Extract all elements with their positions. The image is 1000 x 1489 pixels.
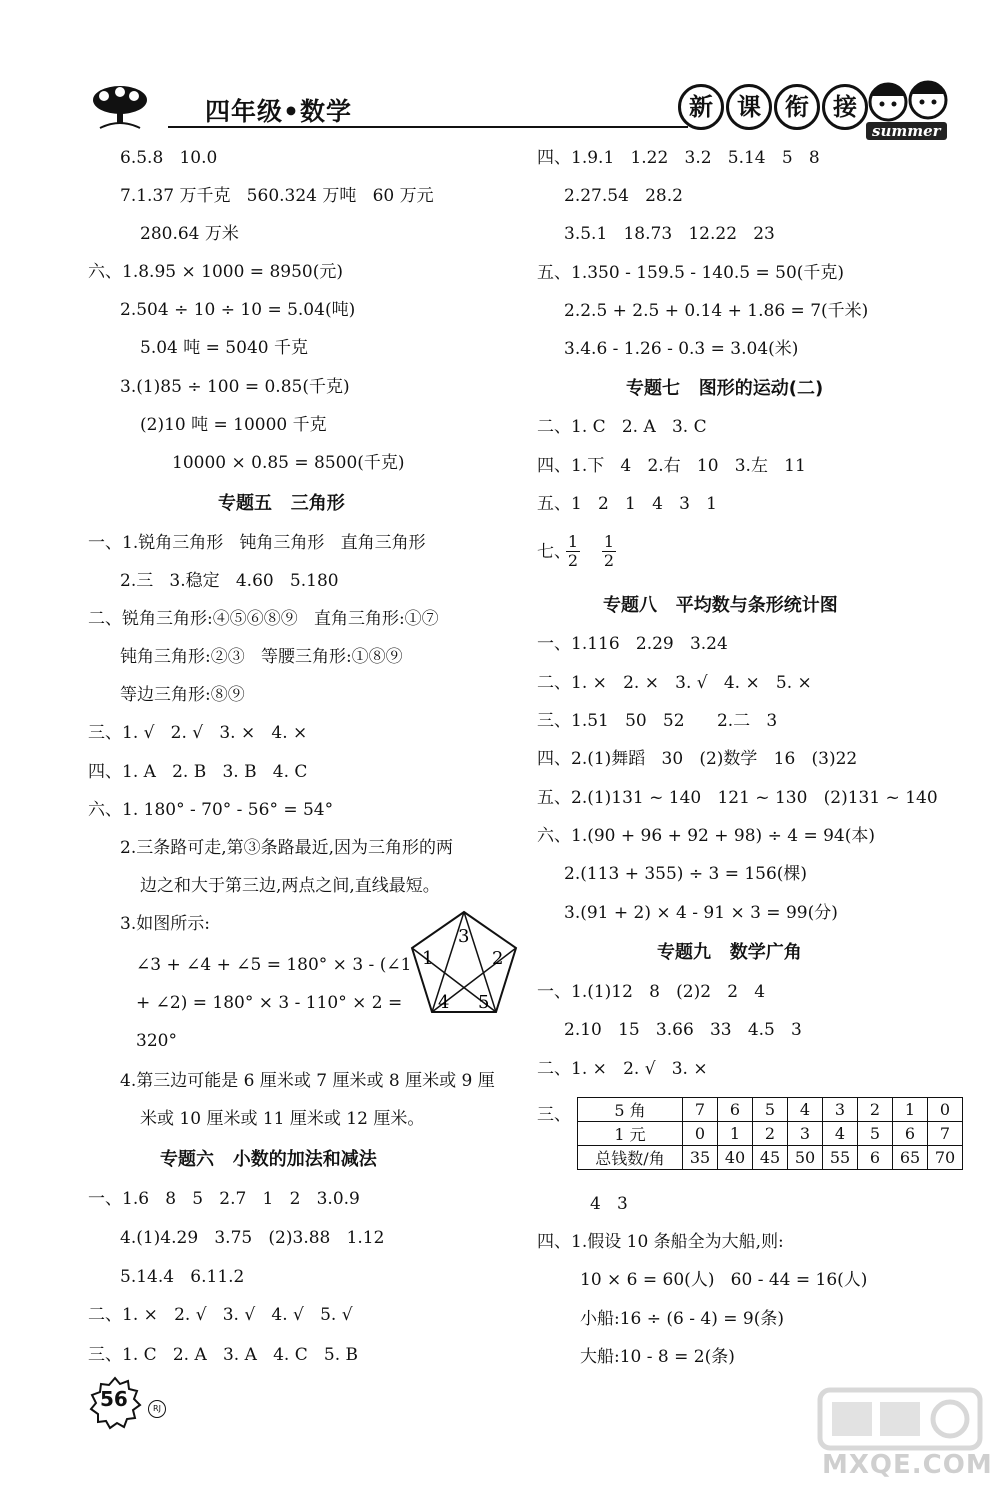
table-cell: 1 (893, 1098, 928, 1122)
answer-line: 3.如图所示: (120, 914, 210, 934)
pentagon-label: 2 (492, 948, 504, 969)
answer-line: 三、1.51 50 52 2.二 3 (537, 711, 778, 731)
answer-line: 一、1.(1)12 8 (2)2 2 4 (537, 982, 766, 1002)
brand-char: 衔 (774, 84, 820, 130)
answer-line: 5.04 吨 = 5040 千克 (140, 338, 308, 358)
answer-line: 钝角三角形:②③ 等腰三角形:①⑧⑨ (120, 647, 403, 667)
table-cell: 70 (928, 1146, 963, 1170)
table-row (578, 1146, 963, 1170)
brand-logo (678, 84, 868, 130)
answer-line: 五、1.350 - 159.5 - 140.5 = 50(千克) (537, 263, 845, 283)
pentagon-label: 4 (438, 992, 450, 1013)
answer-line: 10000 × 0.85 = 8500(千克) (172, 453, 405, 473)
table-cell: 7 (928, 1122, 963, 1146)
section-heading: 专题六 小数的加法和减法 (160, 1149, 377, 1170)
table-cell: 65 (893, 1146, 928, 1170)
answer-line: 4 3 (590, 1194, 628, 1214)
fraction-numerator: 1 (603, 532, 615, 551)
answer-line: 二、1. × 2. √ 3. √ 4. √ 5. √ (88, 1305, 353, 1325)
answer-line: 五、2.(1)131 ~ 140 121 ~ 130 (2)131 ~ 140 (537, 788, 938, 808)
answer-line: 一、1.锐角三角形 钝角三角形 直角三角形 (88, 533, 426, 553)
table-cell: 40 (718, 1146, 753, 1170)
answer-line: 2.(113 + 355) ÷ 3 = 156(棵) (564, 864, 808, 884)
answer-line: 米或 10 厘米或 11 厘米或 12 厘米。 (140, 1109, 425, 1129)
answer-line: 280.64 万米 (140, 224, 239, 244)
answer-line: 二、1. C 2. A 3. C (537, 417, 707, 437)
brand-char: 接 (822, 84, 868, 130)
watermark-url: MXQE.COM (822, 1450, 993, 1480)
answer-line: 四、1.假设 10 条船全为大船,则: (537, 1232, 784, 1252)
table-cell: 3 (788, 1122, 823, 1146)
table-cell: 6 (858, 1146, 893, 1170)
pentagon-label: 5 (478, 992, 490, 1013)
brand-char: 新 (678, 84, 724, 130)
answer-line: 小船:16 ÷ (6 - 4) = 9(条) (580, 1309, 784, 1329)
fraction (566, 533, 580, 570)
answer-line: (2)10 吨 = 10000 千克 (140, 415, 327, 435)
table-cell: 4 (788, 1098, 823, 1122)
fraction-numerator: 1 (567, 532, 579, 551)
answer-line: 3.5.1 18.73 12.22 23 (564, 224, 775, 244)
table-cell: 3 (823, 1098, 858, 1122)
answer-line: 三、1. √ 2. √ 3. × 4. × (88, 723, 308, 743)
table-cell: 50 (788, 1146, 823, 1170)
table-cell: 2 (858, 1098, 893, 1122)
money-table (577, 1097, 963, 1170)
answer-line: 3.(91 + 2) × 4 - 91 × 3 = 99(分) (564, 903, 838, 923)
answer-line: 2.2.5 + 2.5 + 0.14 + 1.86 = 7(千米) (564, 301, 869, 321)
summer-badge: summer (866, 122, 947, 140)
answer-line: 大船:10 - 8 = 2(条) (580, 1347, 735, 1367)
page-number: 56 (100, 1387, 128, 1411)
table-cell: 6 (718, 1098, 753, 1122)
fraction-denominator: 2 (567, 551, 579, 570)
pentagon-label: 3 (458, 926, 470, 947)
answer-line: 2.三 3.稳定 4.60 5.180 (120, 571, 339, 591)
table-cell: 1 (718, 1122, 753, 1146)
answer-line: 10 × 6 = 60(人) 60 - 44 = 16(人) (580, 1270, 868, 1290)
row-label: 1 元 (578, 1122, 683, 1146)
table-row (578, 1122, 963, 1146)
answer-line: + ∠2) = 180° × 3 - 110° × 2 = (136, 993, 403, 1013)
answer-line: 六、1.8.95 × 1000 = 8950(元) (88, 262, 343, 282)
section-heading: 专题五 三角形 (218, 493, 345, 514)
answer-line: 四、2.(1)舞蹈 30 (2)数学 16 (3)22 (537, 749, 858, 769)
answer-line: 3.(1)85 ÷ 100 = 0.85(千克) (120, 377, 350, 397)
table-cell: 4 (823, 1122, 858, 1146)
answer-line: 四、1.9.1 1.22 3.2 5.14 5 8 (537, 148, 820, 168)
answer-line: 等边三角形:⑧⑨ (120, 685, 245, 705)
answer-line: 二、锐角三角形:④⑤⑥⑧⑨ 直角三角形:①⑦ (88, 609, 439, 629)
fraction-denominator: 2 (603, 551, 615, 570)
answer-line: 4.(1)4.29 3.75 (2)3.88 1.12 (120, 1228, 385, 1248)
row-label: 总钱数/角 (578, 1146, 683, 1170)
answer-line: 三、 (537, 1105, 571, 1125)
row-label: 5 角 (578, 1098, 683, 1122)
table-cell: 0 (683, 1122, 718, 1146)
brand-char: 课 (726, 84, 772, 130)
answer-line: 五、1 2 1 4 3 1 (537, 494, 717, 514)
answer-line: 四、1. A 2. B 3. B 4. C (88, 762, 308, 782)
answer-line: 4.第三边可能是 6 厘米或 7 厘米或 8 厘米或 9 厘 (120, 1071, 495, 1091)
tree-logo-icon (90, 80, 150, 135)
table-cell: 7 (683, 1098, 718, 1122)
table-cell: 55 (823, 1146, 858, 1170)
answer-line: 一、1.6 8 5 2.7 1 2 3.0.9 (88, 1189, 360, 1209)
answer-line: 一、1.116 2.29 3.24 (537, 634, 728, 654)
answer-line: 二、1. × 2. × 3. √ 4. × 5. × (537, 673, 812, 693)
answer-line: 6.5.8 10.0 (120, 148, 218, 168)
table-row (578, 1098, 963, 1122)
answer-line: 六、1. 180° - 70° - 56° = 54° (88, 800, 334, 820)
answer-line: 四、1.下 4 2.右 10 3.左 11 (537, 456, 806, 476)
table-cell: 5 (753, 1098, 788, 1122)
answer-line: 2.10 15 3.66 33 4.5 3 (564, 1020, 802, 1040)
fraction (602, 533, 616, 570)
answer-line: 三、1. C 2. A 3. A 4. C 5. B (88, 1345, 359, 1365)
answer-line: 320° (136, 1031, 177, 1051)
table-cell: 6 (893, 1122, 928, 1146)
answer-line: 边之和大于第三边,两点之间,直线最短。 (140, 876, 440, 896)
section-heading: 专题七 图形的运动(二) (626, 378, 824, 399)
table-cell: 35 (683, 1146, 718, 1170)
page-header-title: 四年级•数学 (205, 97, 352, 126)
table-cell: 45 (753, 1146, 788, 1170)
answer-line: 2.三条路可走,第③条路最近,因为三角形的两 (120, 838, 454, 858)
table-cell: 2 (753, 1122, 788, 1146)
answer-line: 六、1.(90 + 96 + 92 + 98) ÷ 4 = 94(本) (537, 826, 875, 846)
answer-line: ∠3 + ∠4 + ∠5 = 180° × 3 - (∠1 (136, 955, 412, 975)
section-heading: 专题八 平均数与条形统计图 (603, 595, 838, 616)
answer-line: 二、1. × 2. √ 3. × (537, 1059, 708, 1079)
edition-mark: RJ (148, 1400, 166, 1418)
table-cell: 5 (858, 1122, 893, 1146)
answer-line: 3.4.6 - 1.26 - 0.3 = 3.04(米) (564, 339, 799, 359)
answer-line: 七、 (537, 542, 571, 562)
answer-line: 2.27.54 28.2 (564, 186, 683, 206)
pentagon-label: 1 (422, 948, 434, 969)
answer-line: 7.1.37 万千克 560.324 万吨 60 万元 (120, 186, 434, 206)
pentagon-figure (408, 908, 520, 1018)
section-heading: 专题九 数学广角 (657, 942, 802, 963)
answer-line: 5.14.4 6.11.2 (120, 1267, 245, 1287)
table-cell: 0 (928, 1098, 963, 1122)
header-rule (168, 126, 688, 128)
answer-line: 2.504 ÷ 10 ÷ 10 = 5.04(吨) (120, 300, 356, 320)
